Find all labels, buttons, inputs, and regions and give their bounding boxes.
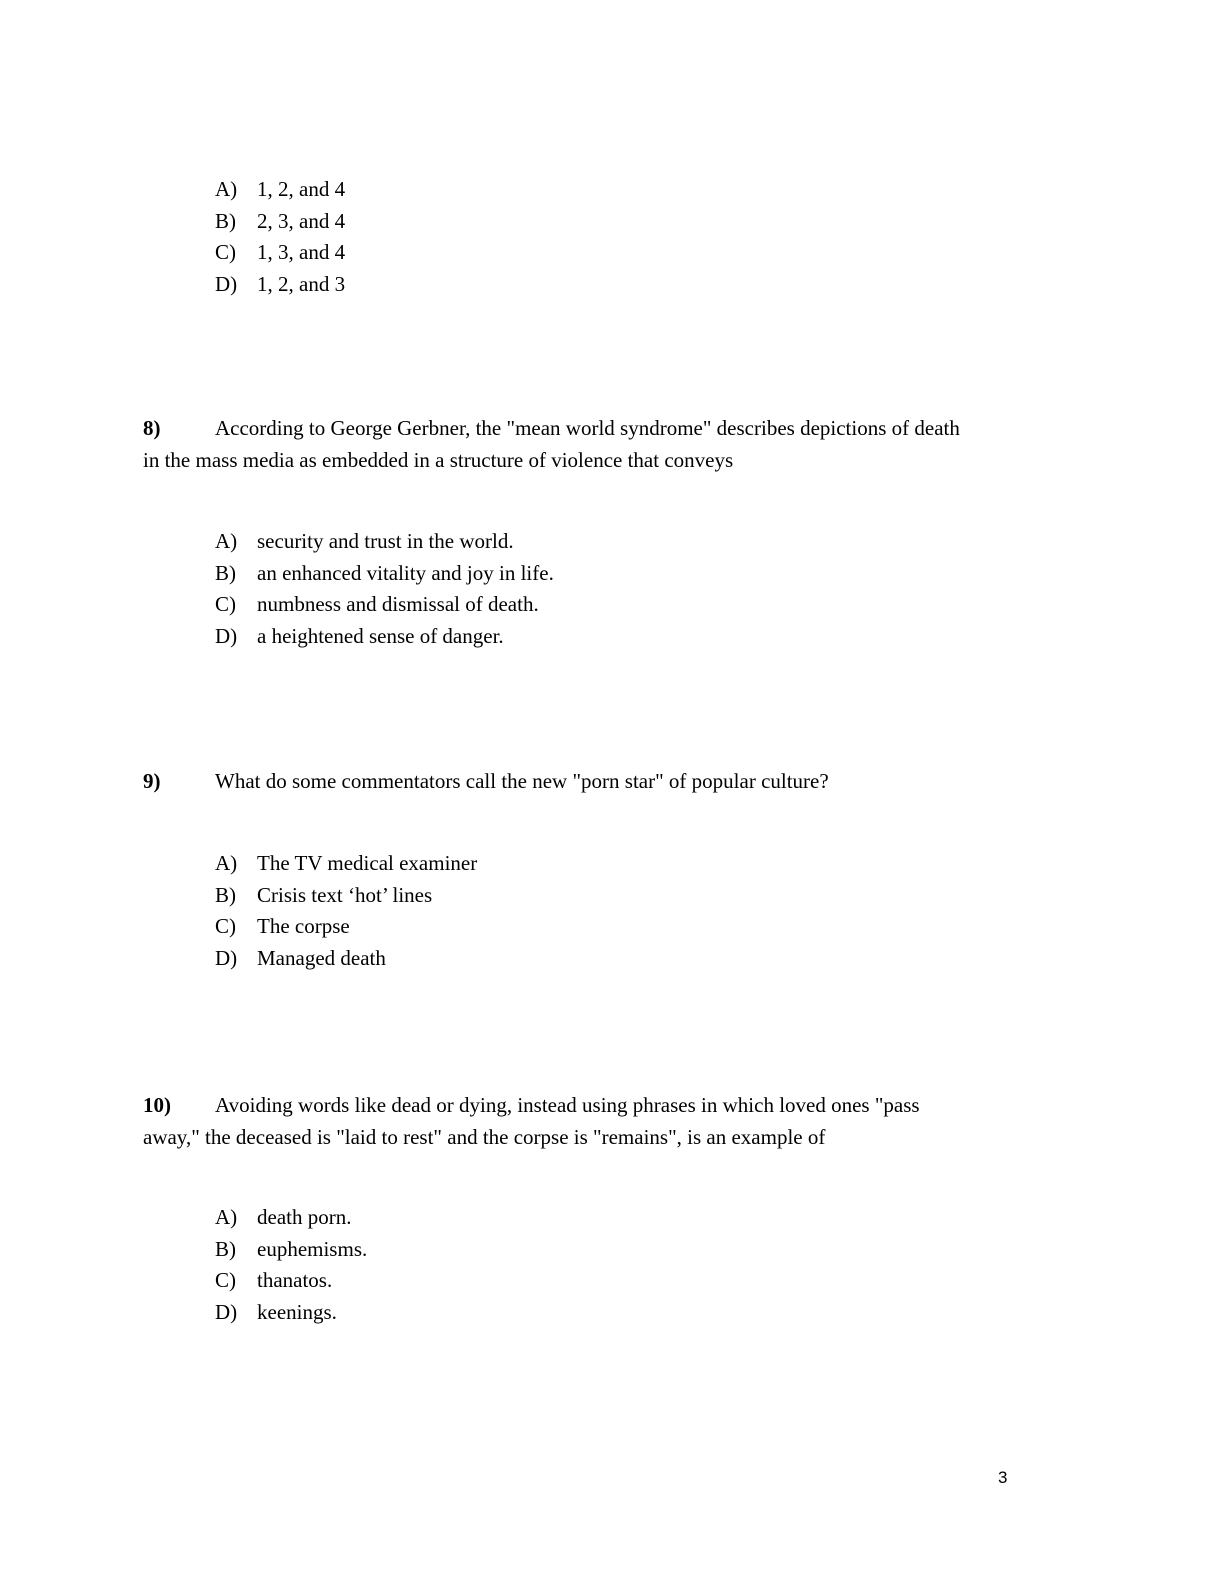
question-9-line-1 xyxy=(143,765,1083,797)
q7-option-b xyxy=(215,206,345,238)
question-9 xyxy=(143,765,1083,797)
q10-option-d xyxy=(215,1297,367,1329)
question-8 xyxy=(143,412,1083,476)
option-text: Crisis text ‘hot’ lines xyxy=(257,882,433,907)
q9-option-d xyxy=(215,943,477,975)
q7-option-a xyxy=(215,174,345,206)
option-text: death porn. xyxy=(257,1205,352,1229)
q8-options xyxy=(215,526,554,652)
question-text: What do some commentators call the new "porn star" of popular culture? xyxy=(215,769,829,793)
q8-option-b xyxy=(215,558,554,590)
option-text: 2, 3, and 4 xyxy=(257,208,346,233)
question-10-line-2: away," the deceased is "laid to rest" and the corpse is "remains", is an example of xyxy=(143,1125,826,1149)
option-letter: B) xyxy=(215,1236,236,1261)
question-number: 8) xyxy=(143,416,161,440)
q10-option-a xyxy=(215,1202,367,1234)
question-number: 9) xyxy=(143,769,161,793)
q9-option-a xyxy=(215,848,477,880)
option-text: 1, 2, and 3 xyxy=(257,271,346,296)
option-text: security and trust in the world. xyxy=(257,529,514,553)
q7-option-c xyxy=(215,237,345,269)
option-text: an enhanced vitality and joy in life. xyxy=(257,560,554,585)
q7-option-d xyxy=(215,269,345,301)
question-10 xyxy=(143,1089,1083,1153)
question-text: According to George Gerbner, the "mean world syndrome" describes depictions of death xyxy=(215,416,960,440)
option-text: 1, 3, and 4 xyxy=(257,240,346,264)
q10-option-c xyxy=(215,1265,367,1297)
option-text: a heightened sense of danger. xyxy=(257,623,504,648)
option-text: The corpse xyxy=(257,914,350,938)
q7-options xyxy=(215,174,345,300)
option-letter: C) xyxy=(215,592,236,616)
question-8-line-2: in the mass media as embedded in a structure of violence that conveys xyxy=(143,448,734,472)
option-text: euphemisms. xyxy=(257,1236,368,1261)
option-letter: A) xyxy=(215,177,238,201)
option-letter: A) xyxy=(215,851,238,875)
option-letter: D) xyxy=(215,271,238,296)
option-letter: B) xyxy=(215,882,236,907)
option-text: The TV medical examiner xyxy=(257,851,478,875)
option-letter: D) xyxy=(215,1299,238,1324)
q9-option-c xyxy=(215,911,477,943)
option-letter: D) xyxy=(215,623,238,648)
question-8-line-1 xyxy=(143,412,1083,444)
question-10-line-1 xyxy=(143,1089,1083,1121)
option-text: 1, 2, and 4 xyxy=(257,177,346,201)
option-letter: A) xyxy=(215,529,238,553)
q8-option-c xyxy=(215,589,554,621)
q8-option-d xyxy=(215,621,554,653)
option-letter: B) xyxy=(215,560,236,585)
q9-option-b xyxy=(215,880,477,912)
option-text: numbness and dismissal of death. xyxy=(257,592,539,616)
option-text: Managed death xyxy=(257,945,386,970)
question-number: 10) xyxy=(143,1093,171,1117)
option-text: keenings. xyxy=(257,1299,337,1324)
option-letter: B) xyxy=(215,208,236,233)
option-text: thanatos. xyxy=(257,1268,333,1292)
option-letter: D) xyxy=(215,945,238,970)
option-letter: C) xyxy=(215,240,236,264)
q8-option-a xyxy=(215,526,554,558)
q10-options xyxy=(215,1202,367,1328)
page-number: 3 xyxy=(998,1468,1008,1487)
q9-options xyxy=(215,848,477,974)
option-letter: C) xyxy=(215,1268,236,1292)
option-letter: C) xyxy=(215,914,236,938)
q10-option-b xyxy=(215,1234,367,1266)
option-letter: A) xyxy=(215,1205,238,1229)
question-text: Avoiding words like dead or dying, instead using phrases in which loved ones "pass xyxy=(215,1093,920,1117)
